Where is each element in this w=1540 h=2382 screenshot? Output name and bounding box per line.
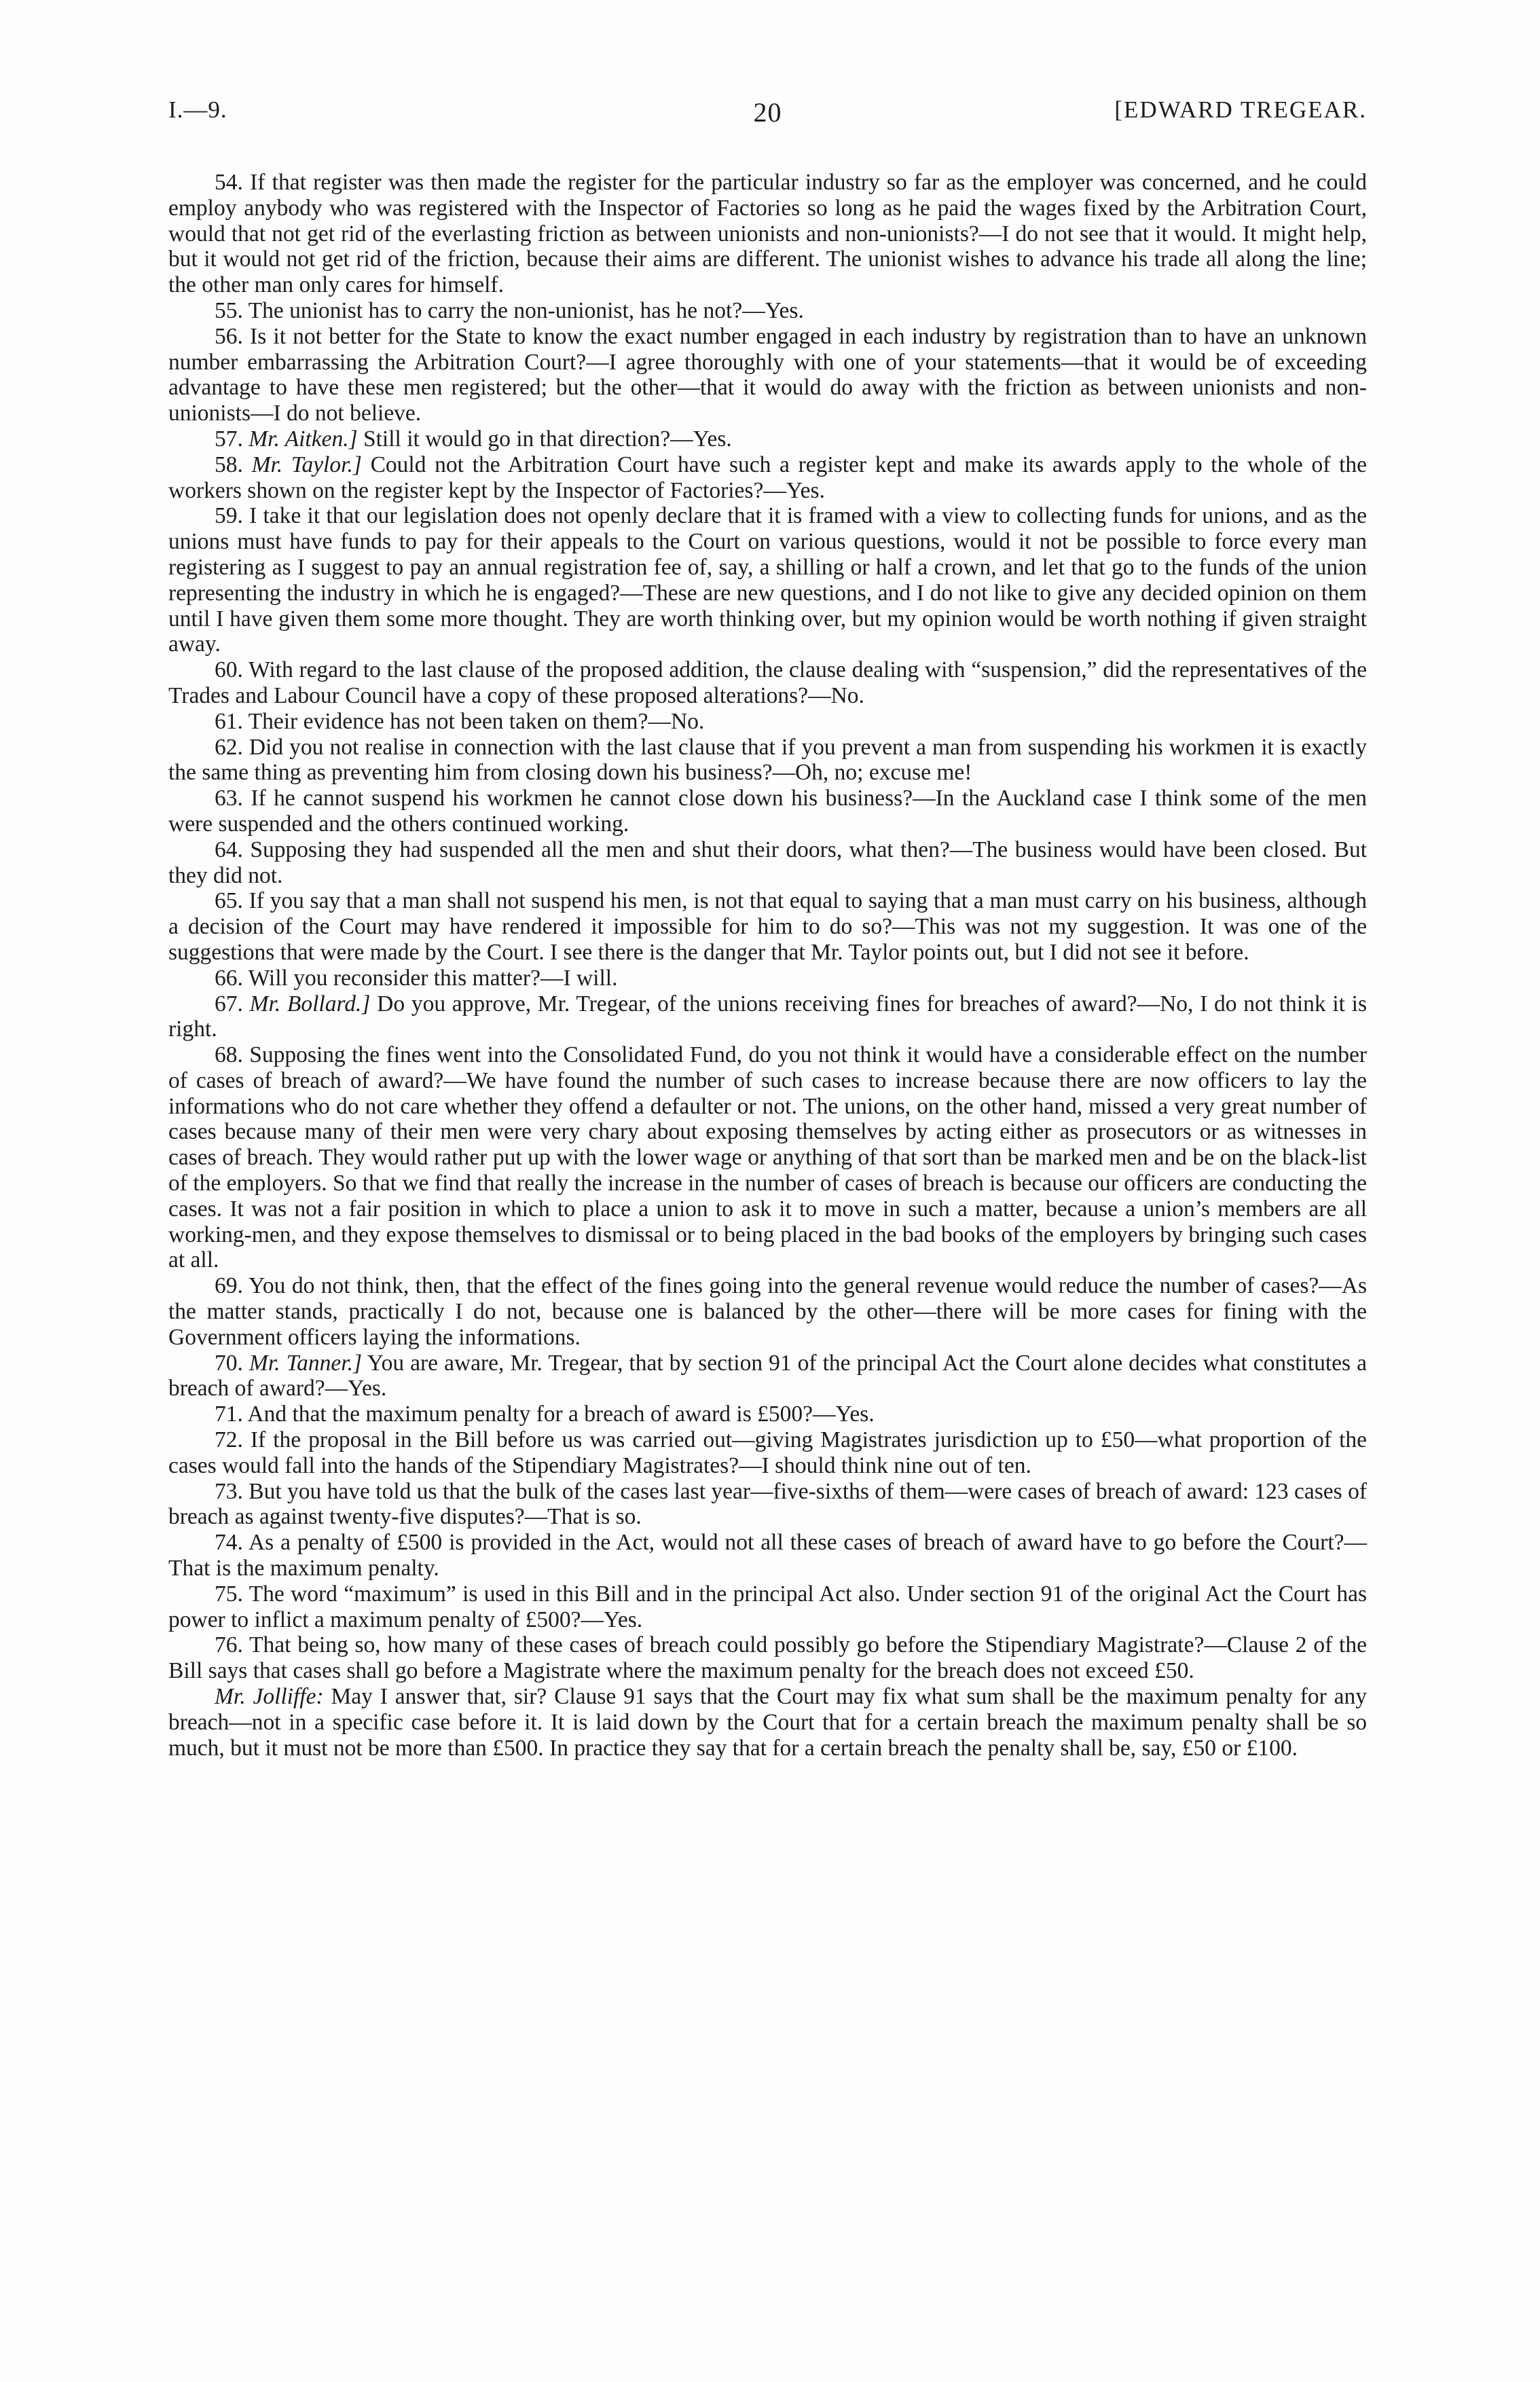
question-paragraph [168,1684,1367,1761]
paragraph-text: Still it would go in that direction?—Yes. [363,426,732,452]
witness-name: [EDWARD TREGEAR. [1114,96,1367,123]
question-number: 64. [215,837,243,862]
paragraph-text: Supposing they had suspended all the men and shut their doors, what then?—The business would have been closed. But they did not. [168,837,1367,888]
question-paragraph [168,966,1367,991]
question-number: 55. [215,297,243,323]
question-number: 74. [215,1530,243,1556]
question-paragraph [168,298,1367,324]
question-paragraph [168,888,1367,965]
paragraph-text: Their evidence has not been taken on them?—No. [248,708,705,734]
question-paragraph [168,657,1367,709]
paragraph-text: If you say that a man shall not suspend his men, is not that equal to saying that a man must carry on his business, although a decision of the Court may have rendered it impossible for him to do so?—This was not my suggestion. It was one of the suggestions that were made by the Court. I see there is the danger that Mr. Taylor points out, but I did not see it before. [168,888,1367,965]
question-number: 70. [215,1350,243,1376]
paragraph-text: If he cannot suspend his workmen he cannot close down his business?—In the Auckland case I think some of the men were suspended and the others continued working. [168,786,1367,837]
question-number: 72. [215,1427,243,1453]
question-paragraph [168,837,1367,889]
question-number: 75. [215,1581,243,1607]
paragraph-text: I take it that our legislation does not openly declare that it is framed with a view to collecting funds for unions, and as the unions must have funds to pay for their appeals to the Court on various questions, would it not be possible to force every man registering as I suggest to pay an annual registration fee of, say, a shilling or half a crown, and let that go to the funds of the union representing the industry in which he is engaged?—These are new questions, and I do not like to give any decided opinion on them until I have given them some more thought. They are worth thinking over, but my opinion would be worth nothing if given straight away. [168,503,1367,657]
question-paragraph [168,1401,1367,1427]
question-paragraph [168,1427,1367,1479]
question-paragraph [168,452,1367,504]
paragraph-text: As a penalty of £500 is provided in the Act, would not all these cases of breach of award have to go before the Court?—That is the maximum penalty. [168,1530,1367,1581]
page-number: 20 [753,97,782,128]
question-paragraph [168,426,1367,452]
question-paragraph [168,991,1367,1043]
question-number: 73. [215,1478,243,1504]
question-number: 65. [215,888,243,914]
question-number: 76. [215,1632,243,1658]
question-number: 59. [215,503,243,529]
question-number: 66. [215,965,243,991]
paragraph-text: May I answer that, sir? Clause 91 says that the Court may fix what sum shall be the maximum penalty for any breach—not in a specific case before it. It is laid down by the Court that for a certain breach the maximum penalty shall be so much, but it must not be more than £500. In practice they say that for a certain breach the penalty shall be, say, £50 or £100. [168,1684,1367,1761]
question-number: 67. [215,991,243,1016]
question-paragraph [168,1042,1367,1273]
speaker-name: Mr. Tanner.] [249,1350,362,1376]
question-paragraph [168,786,1367,837]
question-number: 69. [215,1273,243,1299]
question-paragraph [168,170,1367,298]
question-number: 63. [215,786,243,811]
paragraph-text: The unionist has to carry the non-unionist, has he not?—Yes. [248,297,804,323]
paragraph-text: Did you not realise in connection with the last clause that if you prevent a man from suspending his workmen it is exactly the same thing as preventing him from closing down his business?—Oh, no; excuse me! [168,734,1367,786]
paragraph-text: Will you reconsider this matter?—I will. [248,965,618,991]
question-number: 71. [215,1401,243,1427]
question-number: 56. [215,323,243,349]
question-paragraph [168,1351,1367,1402]
paragraph-text: That being so, how many of these cases of breach could possibly go before the Stipendiary Magistrate?—Clause 2 of the Bill says that cases shall go before a Magistrate where the maximum penalty for the breach does not exceed £50. [168,1632,1367,1684]
paragraph-text: Do you approve, Mr. Tregear, of the unions receiving fines for breaches of award?—No, I do not think it is right. [168,991,1367,1042]
speaker-name: Mr. Bollard.] [249,991,371,1016]
question-number: 62. [215,734,243,760]
question-paragraph [168,1273,1367,1350]
question-paragraph [168,1479,1367,1531]
question-paragraph [168,324,1367,426]
paragraph-text: With regard to the last clause of the proposed addition, the clause dealing with “suspension,” did the representatives of the Trades and Labour Council have a copy of these proposed alterations?—No. [168,657,1367,708]
question-number: 61. [215,708,243,734]
paragraph-text: Is it not better for the State to know the exact number engaged in each industry by registration than to have an unknown number embarrassing the Arbitration Court?—I agree thoroughly with one of your statements—that it would be of exceeding advantage to have these men registered; but the other—that it would do away with the friction as between unionists and non-unionists—I do not believe. [168,323,1368,426]
paragraph-text: If that register was then made the register for the particular industry so far as the employer was concerned, and he could employ anybody who was registered with the Inspector of Factories so long as he paid the wages fixed by the Arbitration Court, would that not get rid of the everlasting friction as between unionists and non-unionists?—I do not see that it would. It might help, but it would not get rid of the friction, because their aims are different. The unionist wishes to advance his trade all along the line; the other man only cares for himself. [168,170,1368,298]
speaker-name: Mr. Jolliffe: [215,1684,324,1710]
question-paragraph [168,735,1367,786]
paragraph-text: If the proposal in the Bill before us was carried out—giving Magistrates jurisdiction up to £50—what proportion of the cases would fall into the hands of the Stipendiary Magistrates?—I should think nine out of ten. [168,1427,1367,1478]
paragraph-text: You do not think, then, that the effect of the fines going into the general revenue would reduce the number of cases?—As the matter stands, practically I do not, because one is balanced by the other—there will be more cases for fining with the Government officers laying the informations. [168,1273,1367,1350]
page-header [168,96,1367,137]
paragraph-text: And that the maximum penalty for a breach of award is £500?—Yes. [247,1401,875,1427]
question-paragraph [168,709,1367,735]
paper-reference: I.—9. [168,96,227,123]
question-paragraph [168,1530,1367,1581]
question-number: 54. [215,170,243,195]
paragraph-text: But you have told us that the bulk of the cases last year—five-sixths of them—were cases of breach of award: 123 cases of breach as against twenty-five disputes?—That is so. [168,1478,1368,1530]
question-paragraph [168,503,1367,657]
question-paragraph [168,1581,1367,1633]
paragraph-text: Supposing the fines went into the Consolidated Fund, do you not think it would have a considerable effect on the number of cases of breach of award?—We have found the number of such cases to increase because there are now officers to lay the informations who do not care whether they offend a defaulter or not. The unions, on the other hand, missed a very great number of cases because many of their men were very chary about exposing themselves by acting either as prosecutors or as witnesses in cases of breach. They would rather put up with the lower wage or anything of that sort than be marked men and be on the black-list of the employers. So that we find that really the increase in the number of cases of breach is because our officers are conducting the cases. It was not a fair position in which to place a union to ask it to move in such a matter, because a union’s members are all working-men, and they expose themselves to dismissal or to being placed in the bad books of the employers by bringing such cases at all. [168,1042,1367,1273]
question-number: 60. [215,657,243,683]
speaker-name: Mr. Aitken.] [249,426,358,452]
paragraph-text: You are aware, Mr. Tregear, that by section 91 of the principal Act the Court alone decides what constitutes a breach of award?—Yes. [168,1350,1368,1401]
paragraph-text: The word “maximum” is used in this Bill and in the principal Act also. Under section 91 of the original Act the Court has power to inflict a maximum penalty of £500?—Yes. [168,1581,1367,1632]
paragraph-text: Could not the Arbitration Court have such a register kept and make its awards apply to the whole of the workers shown on the register kept by the Inspector of Factories?—Yes. [168,452,1368,503]
question-number: 58. [215,452,243,477]
question-number: 57. [215,426,243,452]
evidence-text [168,170,1367,1761]
question-number: 68. [215,1042,243,1068]
speaker-name: Mr. Taylor.] [251,452,362,477]
question-paragraph [168,1632,1367,1684]
